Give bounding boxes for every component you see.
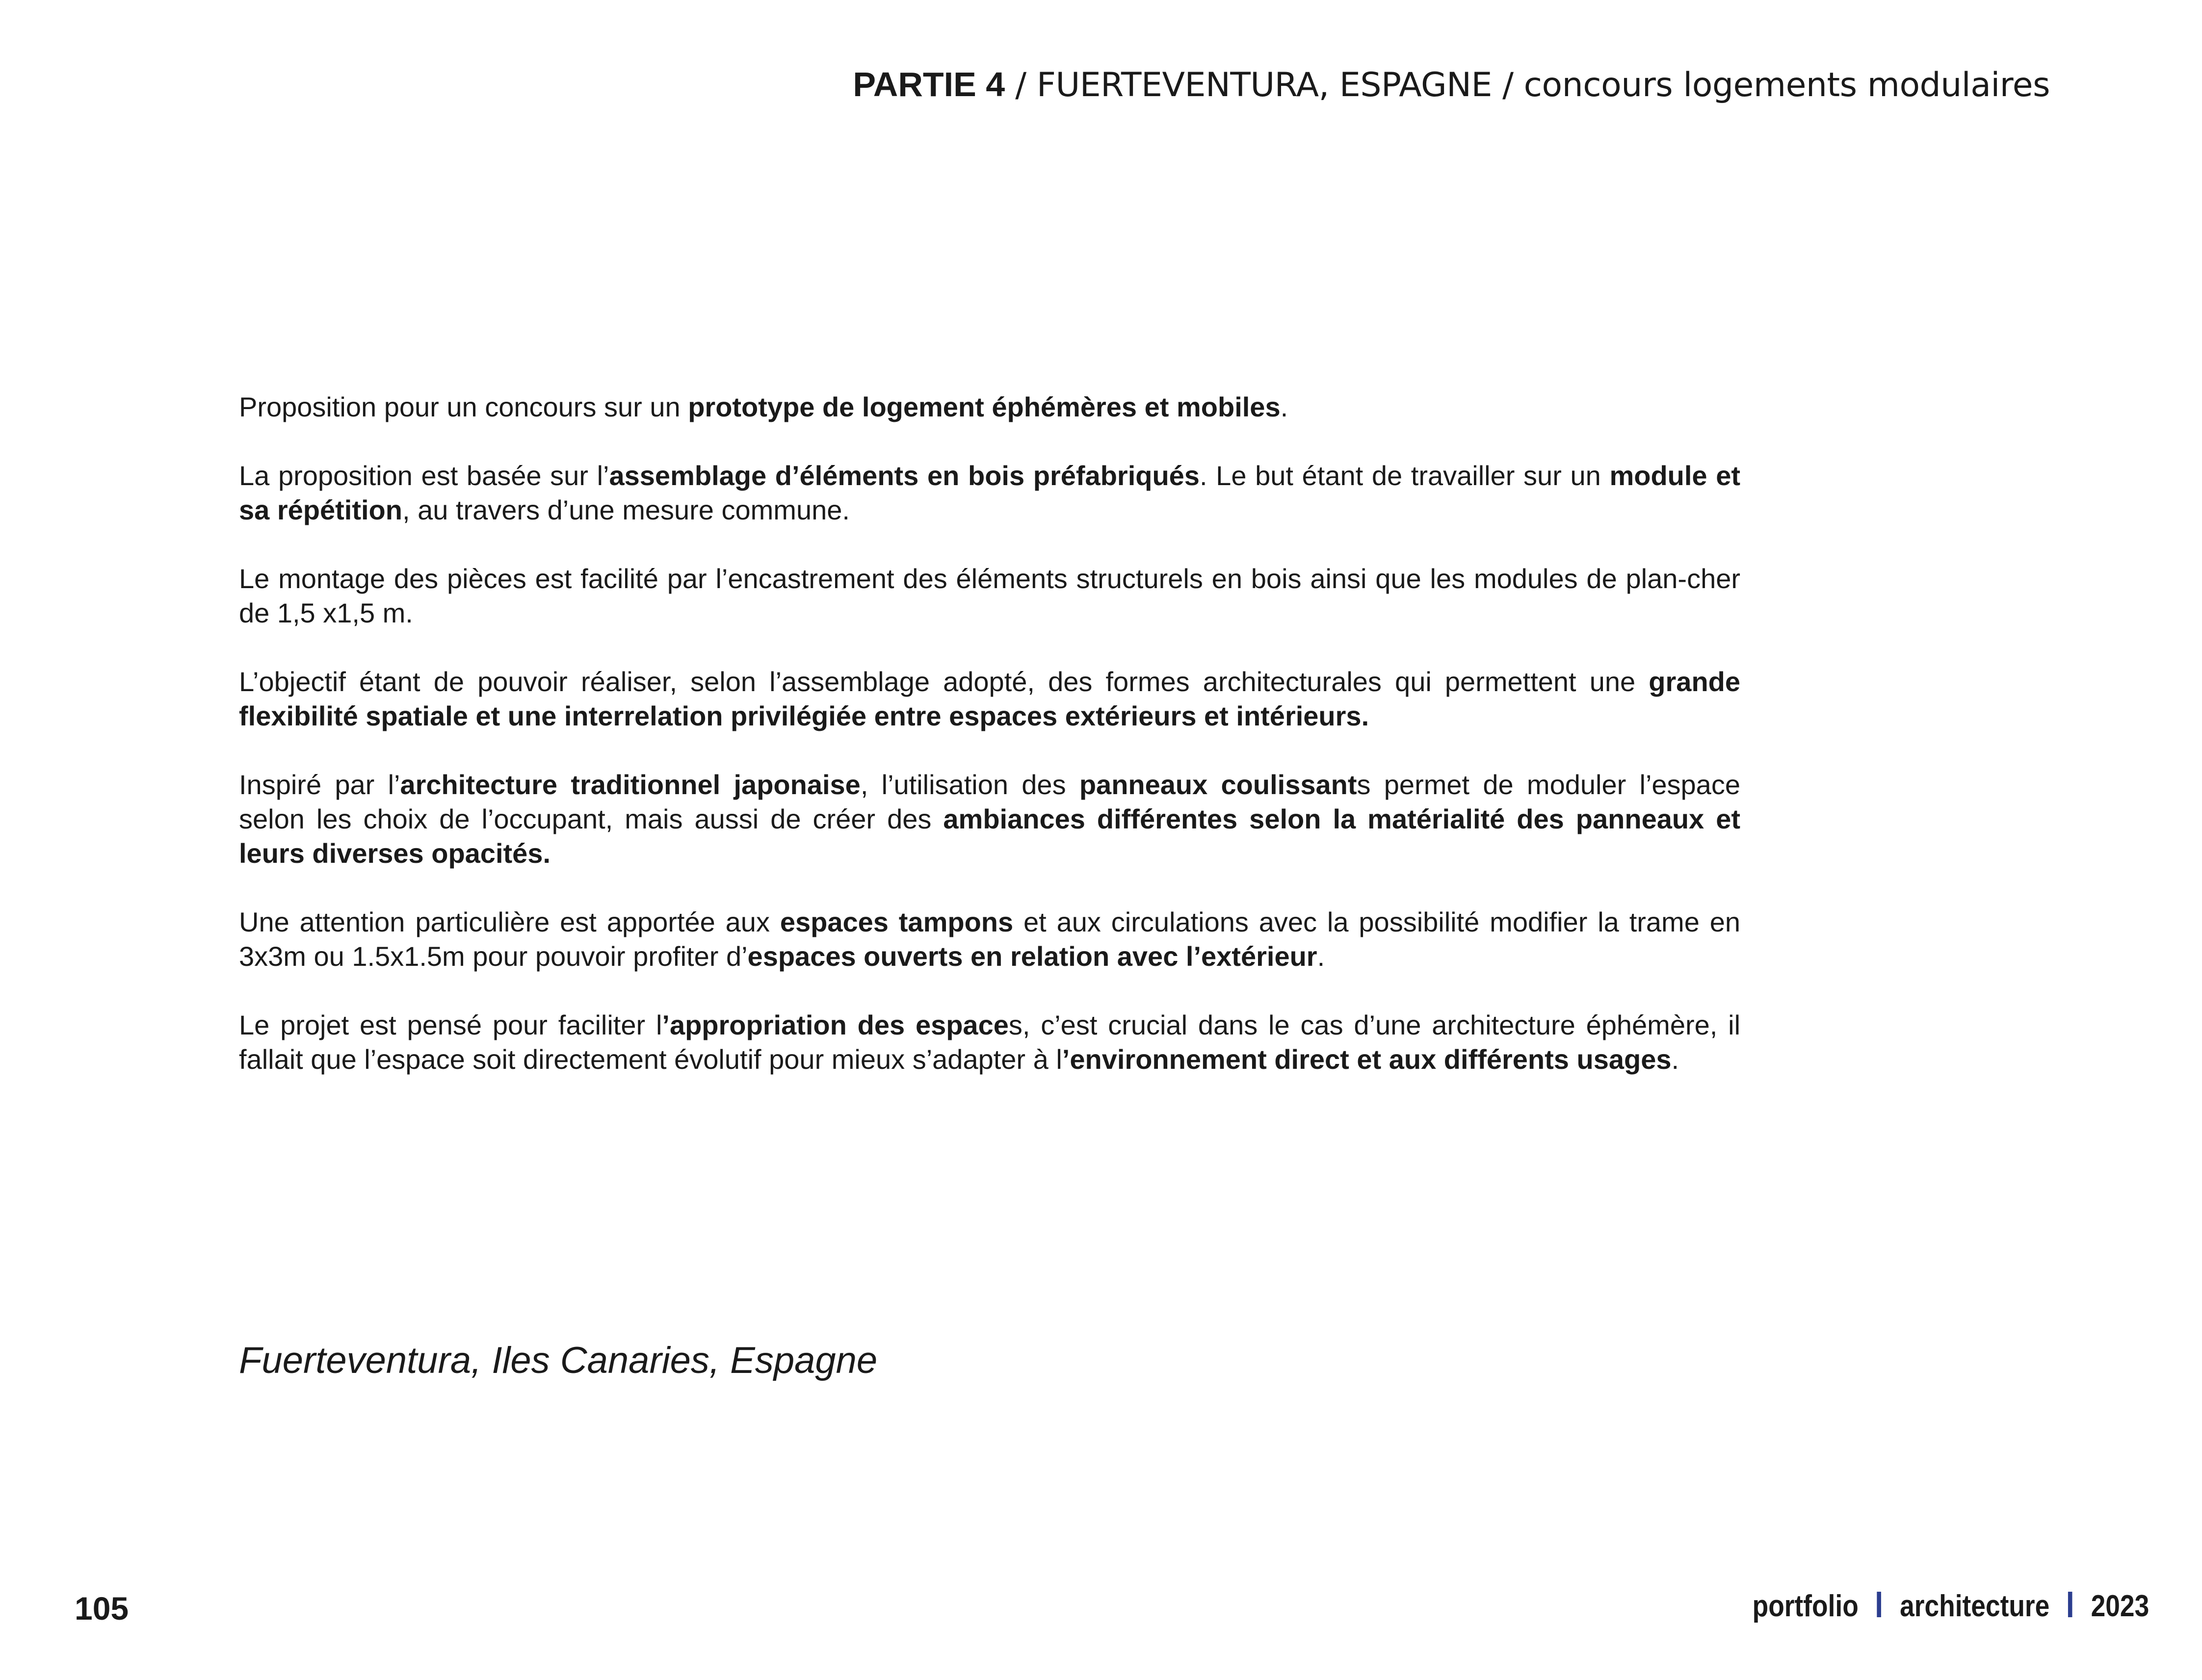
emphasis: ’appropriation des espace	[662, 1009, 1009, 1040]
section-title: / FUERTEVENTURA, ESPAGNE / concours logements modulaires	[1005, 66, 2050, 104]
location-caption: Fuerteventura, Iles Canaries, Espagne	[239, 1340, 878, 1381]
emphasis: architecture traditionnel japonaise	[400, 769, 861, 800]
footer-portfolio: portfolio	[1752, 1589, 1859, 1623]
emphasis: ’environnement direct et aux différents usages	[1062, 1044, 1672, 1075]
emphasis: assemblage d’éléments en bois préfabriqués	[609, 460, 1200, 491]
emphasis: module et sa répétition	[239, 460, 1741, 525]
text-run: La proposition est basée sur l’	[239, 460, 609, 491]
text-run: , au travers d’une mesure commune.	[402, 494, 850, 525]
emphasis: panneaux coulissant	[1079, 769, 1357, 800]
footer-year: 2023	[2091, 1589, 2149, 1623]
paragraph-inspiration	[239, 768, 1740, 871]
paragraph-objective	[239, 665, 1740, 733]
text-run: et aux circulations avec la possibilité modifier la trame en 3x3m ou 1.5x1.5m pour pouvoir profiter d’	[239, 906, 1741, 972]
emphasis: ambiances différentes selon la matérialité des panneaux et leurs diverses opacités.	[239, 803, 1741, 869]
emphasis: espaces ouverts en relation avec l’extérieur	[747, 941, 1317, 972]
text-run: .	[1317, 941, 1325, 972]
section-label: PARTIE 4	[853, 65, 1005, 103]
text-run: . Le but étant de travailler sur un	[1199, 460, 1610, 491]
text-run: .	[1280, 391, 1288, 422]
text-run: , l’utilisation des	[860, 769, 1079, 800]
paragraph-buffer-spaces	[239, 905, 1740, 974]
page-number: 105	[75, 1590, 129, 1627]
text-run: Le projet est pensé pour faciliter l	[239, 1009, 662, 1040]
paragraph-intro	[239, 390, 1740, 424]
text-run: .	[1671, 1044, 1679, 1075]
paragraph-appropriation	[239, 1008, 1740, 1077]
paragraph-assembly	[239, 459, 1740, 527]
emphasis: espaces tampons	[780, 906, 1014, 937]
footer-separator	[2068, 1592, 2072, 1617]
text-run: Une attention particulière est apportée aux	[239, 906, 780, 937]
text-run: Inspiré par l’	[239, 769, 400, 800]
footer-branding	[1752, 1588, 2149, 1625]
project-description	[239, 390, 1740, 1077]
footer-separator	[1877, 1592, 1881, 1617]
text-run: Proposition pour un concours sur un	[239, 391, 688, 422]
footer-architecture: architecture	[1899, 1589, 2050, 1623]
text-run: L’objectif étant de pouvoir réaliser, selon l’assemblage adopté, des formes architecturales qui permettent une	[239, 666, 1649, 697]
text-run: s permet de moduler l’espace selon les choix de l’occupant, mais aussi de créer des	[239, 769, 1740, 834]
text-run: s, c’est crucial dans le cas d’une architecture éphémère, il fallait que l’espace soit directement évolutif pour mieux s’adapter à l	[239, 1009, 1741, 1075]
page-header	[853, 64, 2050, 105]
paragraph-montage	[239, 562, 1740, 630]
emphasis: grande flexibilité spatiale et une interrelation privilégiée entre espaces extérieurs et intérieurs.	[239, 666, 1740, 731]
text-run: Le montage des pièces est facilité par l’encastrement des éléments structurels en bois ainsi que les modules de plan-cher de 1,5 x1,5 m.	[239, 563, 1740, 628]
emphasis: prototype de logement éphémères et mobiles	[688, 391, 1281, 422]
